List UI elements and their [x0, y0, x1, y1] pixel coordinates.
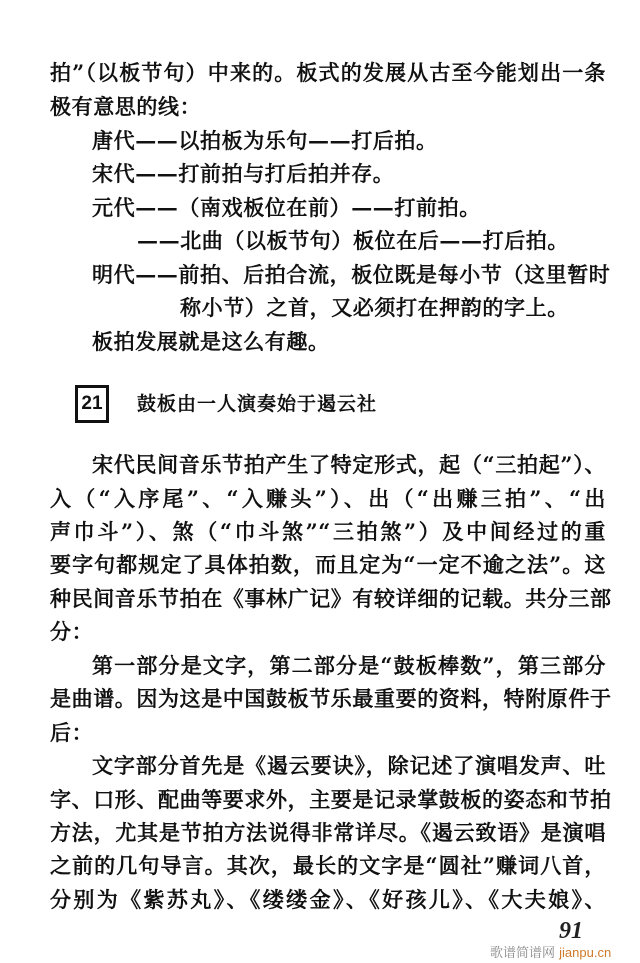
timeline-ming-cont: 称小节）之首，又必须打在押韵的字上。: [180, 295, 569, 320]
para3-line-4: 之前的几句导言。其次，最长的文字是“圆社”赚词八首，: [50, 853, 606, 878]
page-number: 91: [559, 918, 583, 944]
para3-line-3: 方法，尤其是节拍方法说得非常详尽。《遏云致语》是演唱: [50, 820, 606, 845]
para1-line-3: 声巾斗”）、煞（“巾斗煞”“三拍煞”）及中间经过的重: [50, 519, 606, 544]
timeline-tang: 唐代——以拍板为乐句——打后拍。: [92, 128, 438, 153]
para1-line-1: 宋代民间音乐节拍产生了特定形式，起（“三拍起”）、: [92, 452, 606, 477]
conclusion: 板拍发展就是这么有趣。: [92, 329, 330, 354]
intro-line-1: 拍”（以板节句）中来的。板式的发展从古至今能划出一条: [50, 60, 606, 85]
para2-line-1: 第一部分是文字，第二部分是“鼓板棒数”，第三部分: [92, 653, 606, 678]
section-number: 21: [81, 393, 103, 414]
watermark-en: jianpu.cn: [559, 945, 612, 960]
para1-line-5: 种民间音乐节拍在《事林广记》有较详细的记载。共分三部: [50, 586, 612, 611]
watermark: [490, 942, 611, 961]
para2-line-2: 是曲谱。因为这是中国鼓板节乐最重要的资料，特附原件于: [50, 686, 612, 711]
watermark-cn: 歌谱简谱网: [490, 946, 556, 961]
para3-line-1: 文字部分首先是《遏云要诀》，除记述了演唱发声、吐: [92, 753, 606, 778]
section-title: 鼓板由一人演奏始于遏云社: [137, 393, 378, 415]
timeline-song: 宋代——打前拍与打后拍并存。: [92, 161, 395, 186]
timeline-yuan-beiqu: ——北曲（以板节句）板位在后——打后拍。: [137, 228, 569, 253]
para1-line-6: 分：: [50, 619, 94, 644]
section-number-box: [75, 385, 109, 423]
intro-line-2: 极有意思的线：: [50, 94, 202, 119]
timeline-ming: 明代——前拍、后拍合流，板位既是每小节（这里暂时: [92, 262, 611, 287]
para3-line-5: 分别为《紫苏丸》、《缕缕金》、《好孩儿》、《大夫娘》、: [50, 887, 606, 912]
timeline-yuan: 元代——（南戏板位在前）——打前拍。: [92, 195, 481, 220]
para2-line-3: 后：: [50, 720, 94, 745]
para1-line-2: 入（“入序尾”、“入赚头”）、出（“出赚三拍”、“出: [50, 486, 606, 511]
para1-line-4: 要字句都规定了具体拍数，而且定为“一定不逾之法”。这: [50, 552, 606, 577]
para3-line-2: 字、口形、配曲等要求外，主要是记录掌鼓板的姿态和节拍: [50, 787, 612, 812]
